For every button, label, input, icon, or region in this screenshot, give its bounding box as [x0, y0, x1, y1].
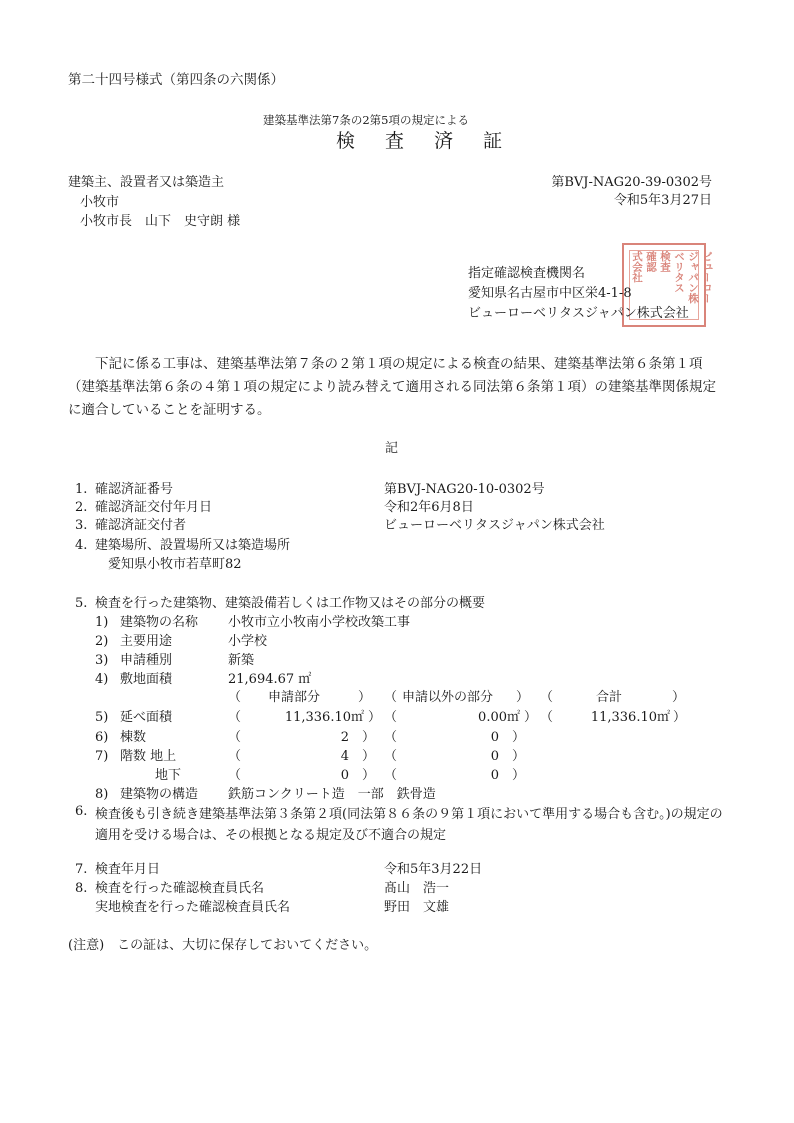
addressee-org: 小牧市	[80, 195, 120, 210]
header-applied: 申請部分	[268, 690, 321, 705]
seal-text-col: ベリタス	[673, 251, 685, 293]
seal-text-col: ジャパン株	[687, 251, 699, 304]
floor-area-applied: 11,336.10㎡	[284, 710, 364, 725]
sub-number: 2)	[95, 634, 109, 649]
paren-open: （	[384, 710, 398, 725]
paren-close: ）	[673, 710, 687, 725]
paren-close: ）	[362, 730, 376, 745]
ki-marker: 記	[385, 441, 399, 456]
issuer-address: 愛知県名古屋市中区栄4-1-8	[468, 286, 632, 301]
form-identifier: 第二十四号様式（第四条の六関係）	[68, 72, 284, 88]
paren-close: ）	[672, 690, 686, 705]
item-number: 6.	[75, 804, 88, 819]
item-6-text: 検査後も引き続き建築基準法第３条第２項(同法第８６条の９第１項において準用する場合も含む。)の規定の適用を受ける場合は、その根拠となる規定及び不適合の規定	[95, 807, 723, 843]
inspection-date: 令和5年3月22日	[384, 862, 483, 877]
item-number: 1.	[75, 482, 88, 497]
item-label: 建築場所、設置場所又は築造場所	[95, 538, 291, 553]
paren-close: ）	[516, 690, 530, 705]
seal-text-col: 検査	[659, 251, 671, 272]
item-number: 5.	[75, 596, 88, 611]
legal-basis: 建築基準法第7条の2第5項の規定による	[263, 113, 469, 127]
sub-label: 申請種別	[120, 653, 173, 668]
seal-text-col: 確認	[645, 251, 657, 272]
paren-close: ）	[368, 710, 382, 725]
paren-open: （	[540, 690, 554, 705]
item-number: 2.	[75, 500, 88, 515]
seal-text-col: ビューロー	[701, 251, 713, 304]
document-title: 検 査 済 証	[336, 130, 515, 152]
sub-label: 主要用途	[120, 634, 173, 649]
item-label: 検査を行った確認検査員氏名	[95, 881, 265, 896]
paren-open: （	[228, 768, 242, 783]
floors-above-applied: 4	[340, 749, 349, 764]
item-label: 検査年月日	[95, 862, 161, 877]
item-number: 3.	[75, 518, 88, 533]
paren-open: （	[384, 690, 398, 705]
building-name: 小牧市立小牧南小学校改築工事	[228, 615, 411, 630]
item-label: 確認済証番号	[95, 482, 174, 497]
paren-open: （	[228, 730, 242, 745]
seal-text-col: 式会社	[631, 251, 643, 283]
sub-number: 4)	[95, 672, 109, 687]
certificate-number: 第BVJ-NAG20-39-0302号	[551, 175, 712, 190]
sub-label: 敷地面積	[120, 672, 173, 687]
confirmation-number: 第BVJ-NAG20-10-0302号	[384, 482, 545, 497]
paren-open: （	[540, 710, 554, 725]
paren-close: ）	[358, 690, 372, 705]
sub-label: 地下	[155, 768, 182, 783]
sub-number: 5)	[95, 710, 109, 725]
item-number: 7.	[75, 862, 88, 877]
building-count-applied: 2	[340, 730, 349, 745]
item-label: 確認済証交付者	[95, 518, 187, 533]
item-number: 8.	[75, 881, 88, 896]
certification-statement: 下記に係る工事は、建築基準法第７条の２第１項の規定による検査の結果、建築基準法第６条第１項（建築基準法第６条の４第１項の規定により読み替えて適用される同法第６条第１項）の建築基準関係規定に適合していることを証明する。	[68, 356, 716, 418]
paren-close: ）	[524, 710, 538, 725]
onsite-inspector-name: 野田 文雄	[384, 900, 450, 915]
item-number: 4.	[75, 538, 88, 553]
paren-open: （	[228, 749, 242, 764]
paren-close: ）	[362, 749, 376, 764]
main-use: 小学校	[228, 634, 268, 649]
confirmation-issuer: ビューローベリタスジャパン株式会社	[384, 518, 605, 533]
sub-number: 3)	[95, 653, 109, 668]
issuer-label: 指定確認検査機関名	[468, 266, 586, 281]
sub-label: 棟数	[120, 730, 147, 745]
paren-close: ）	[512, 749, 526, 764]
paren-close: ）	[512, 730, 526, 745]
storage-note: (注意) この証は、大切に保存しておいてください。	[68, 938, 378, 953]
item-label: 確認済証交付年月日	[95, 500, 213, 515]
paren-open: （	[384, 768, 398, 783]
issuer-name: ビューローベリタスジャパン株式会社	[468, 306, 689, 321]
paren-open: （	[228, 710, 242, 725]
floors-above-other: 0	[490, 749, 499, 764]
sub-label: 建築物の構造	[120, 787, 199, 802]
paren-close: ）	[512, 768, 526, 783]
sub-label: 延べ面積	[120, 710, 173, 725]
building-structure: 鉄筋コンクリート造 一部 鉄骨造	[228, 787, 436, 802]
floors-below-applied: 0	[340, 768, 349, 783]
confirmation-date: 令和2年6月8日	[384, 500, 474, 515]
application-type: 新築	[228, 653, 255, 668]
inspector-name: 髙山 浩一	[384, 881, 450, 896]
header-other: 申請以外の部分	[402, 690, 494, 705]
floor-area-other: 0.00㎡	[478, 710, 520, 725]
addressee-label: 建築主、設置者又は築造主	[68, 175, 225, 190]
item-label: 検査を行った建築物、建築設備若しくは工作物又はその部分の概要	[95, 596, 486, 611]
sub-label: 階数 地上	[120, 749, 177, 764]
paren-close: ）	[362, 768, 376, 783]
header-total: 合計	[596, 690, 623, 705]
paren-open: （	[384, 749, 398, 764]
paren-open: （	[228, 690, 242, 705]
addressee-person: 小牧市長 山下 史守朗 様	[80, 214, 241, 229]
floors-below-other: 0	[490, 768, 499, 783]
paren-open: （	[384, 730, 398, 745]
sub-number: 7)	[95, 749, 109, 764]
sub-number: 1)	[95, 615, 109, 630]
issue-date: 令和5年3月27日	[613, 193, 712, 208]
sub-number: 8)	[95, 787, 109, 802]
construction-location: 愛知県小牧市若草町82	[108, 557, 242, 572]
item-label: 実地検査を行った確認検査員氏名	[95, 900, 291, 915]
building-count-other: 0	[490, 730, 499, 745]
sub-label: 建築物の名称	[120, 615, 199, 630]
sub-number: 6)	[95, 730, 109, 745]
site-area: 21,694.67 ㎡	[228, 672, 312, 687]
floor-area-total: 11,336.10㎡	[590, 710, 670, 725]
